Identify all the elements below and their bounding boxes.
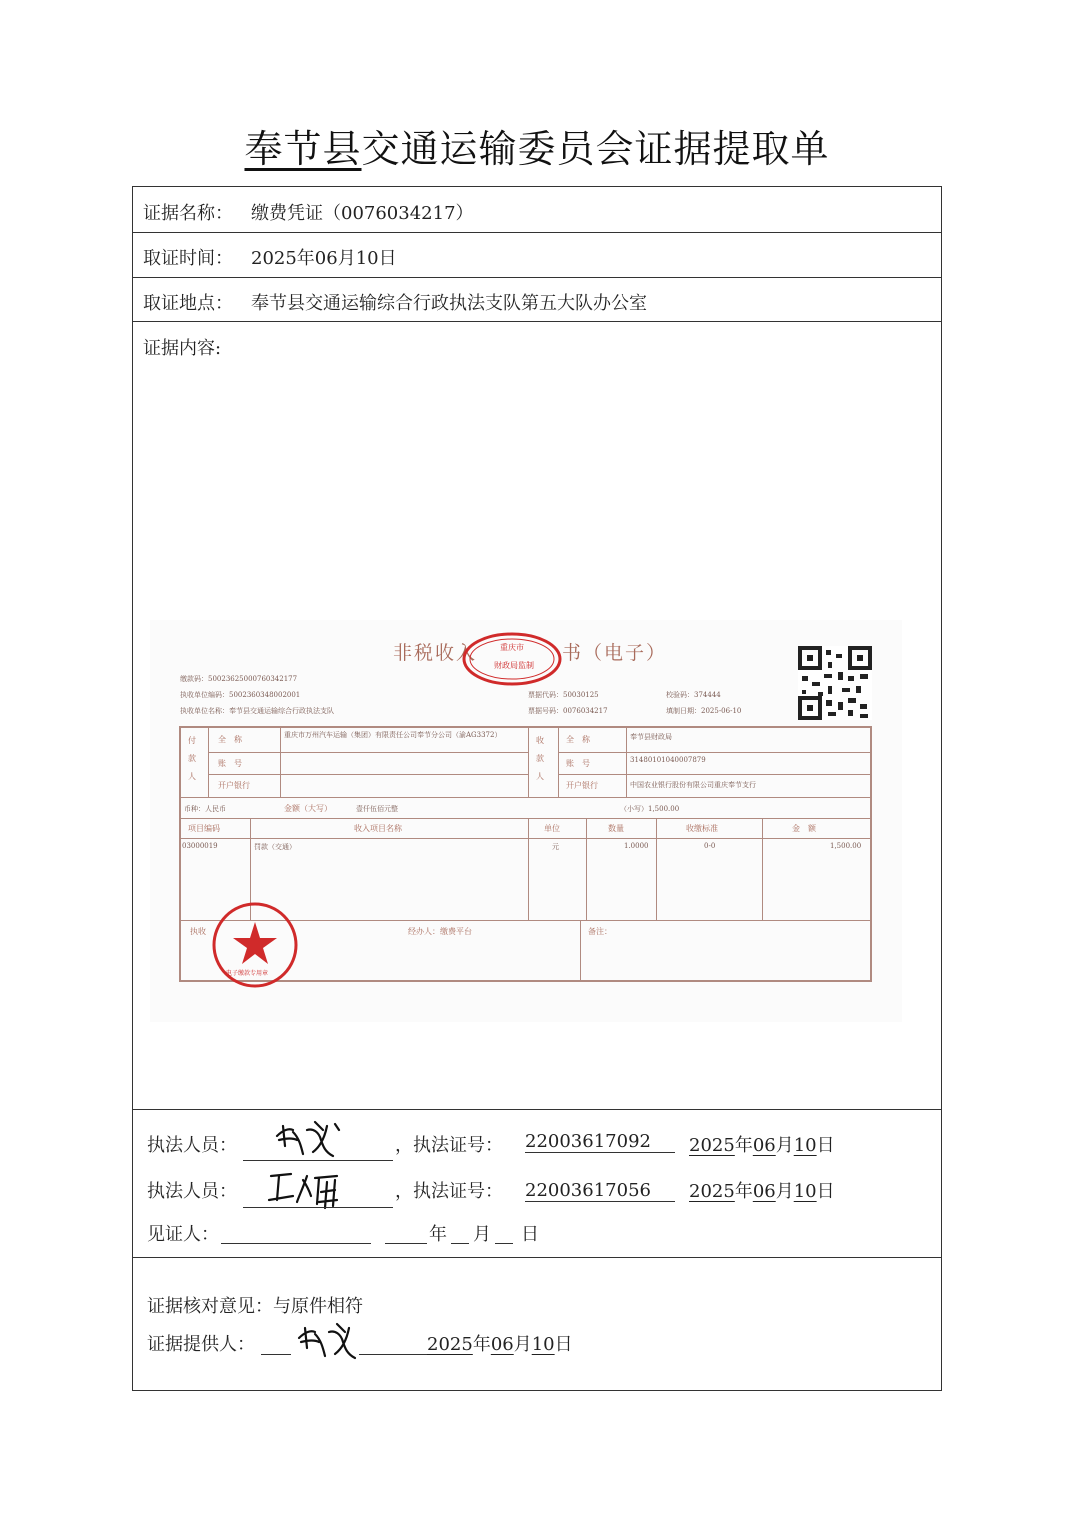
row-line xyxy=(179,838,872,839)
witness-month: 月 xyxy=(473,1224,491,1245)
table-right-line xyxy=(870,726,872,982)
officer-2-id-label: ，执法证号： xyxy=(395,1181,503,1202)
row-line xyxy=(179,797,872,798)
remark-label: 备注： xyxy=(588,927,612,936)
payee-bank-label: 开户银行 xyxy=(566,781,598,790)
provider-sign-line-left xyxy=(261,1354,291,1355)
col-line xyxy=(580,920,581,980)
provider-sign-line-right xyxy=(359,1354,429,1355)
currency: 币种：人民币 xyxy=(184,805,226,813)
witness-day-line xyxy=(495,1243,513,1244)
handler-label: 经办人：缴费平台 xyxy=(408,927,472,936)
payee-account-label: 账 号 xyxy=(566,759,590,768)
amount-lower: （小写）1,500.00 xyxy=(620,805,680,813)
col-line xyxy=(558,726,559,797)
stamp-mid-text: 财政局监制 xyxy=(494,661,534,670)
officer-1-label: 执法人员： xyxy=(147,1135,237,1156)
col-line xyxy=(280,726,281,797)
header-amount: 金 额 xyxy=(792,824,816,833)
officer-2-id: 22003617056 xyxy=(525,1180,675,1202)
officer-1-signature xyxy=(263,1116,353,1160)
evidence-place-label: 取证地点： xyxy=(143,293,233,314)
item-name: 罚款（交通） xyxy=(254,843,296,851)
evidence-name-row xyxy=(133,187,941,233)
item-qty: 1.0000 xyxy=(624,842,649,850)
evidence-form xyxy=(132,186,942,1391)
table-top-line xyxy=(179,726,872,728)
payment-code: 缴款码：500236250007603421​77 xyxy=(180,675,298,683)
payer-bank-label: 开户银行 xyxy=(218,781,250,790)
officer-2-signature xyxy=(263,1162,353,1210)
header-item-code: 项目编码 xyxy=(188,824,220,833)
header-standard: 收缴标准 xyxy=(686,824,718,833)
item-amount: 1,500.00 xyxy=(830,842,862,850)
officer-1-date: 2025年06月10日 xyxy=(689,1135,835,1156)
amount-upper-label: 金额（大写） xyxy=(284,804,332,813)
payee-fullname-label: 全 称 xyxy=(566,735,590,744)
payee-label: 收款人 xyxy=(536,736,544,781)
witness-label: 见证人： xyxy=(147,1224,219,1245)
unit-code: 执收单位编码：500236034800200​1 xyxy=(180,691,301,699)
fill-date: 填制日期：2025-06-10 xyxy=(666,707,742,715)
bill-number: 票据号码：0076034217 xyxy=(528,707,608,715)
item-standard: 0-0 xyxy=(704,842,716,850)
evidence-place-row xyxy=(133,278,941,322)
finance-stamp xyxy=(460,630,564,688)
evidence-name-label: 证据名称： xyxy=(143,203,233,224)
row-line xyxy=(558,752,870,753)
officer-1-id: 22003617092 xyxy=(525,1131,675,1153)
officer-2-sign-line xyxy=(243,1207,393,1208)
payee-bank: 中国农业银行股份有限公司重庆奉节支行 xyxy=(630,781,756,789)
provider-signature xyxy=(293,1320,363,1364)
header-item-name: 收入项目名称 xyxy=(354,824,402,833)
evidence-name-value: 缴费凭证（0076034217） xyxy=(251,203,474,224)
table-left-line xyxy=(179,726,181,982)
officer-1-id-label: ，执法证号： xyxy=(395,1135,503,1156)
col-line xyxy=(586,818,587,920)
header-unit: 单位 xyxy=(544,824,560,833)
witness-day: 日 xyxy=(521,1224,539,1245)
officer-1-sign-line xyxy=(243,1160,393,1161)
page-title: 奉节县交通运输委员会证据提取单 xyxy=(244,127,830,171)
col-line xyxy=(656,818,657,920)
col-line xyxy=(528,726,529,797)
col-line xyxy=(528,818,529,920)
payer-label: 付款人 xyxy=(188,736,196,781)
verify-opinion: 证据核对意见：与原件相符 xyxy=(147,1296,363,1317)
witness-sign-line xyxy=(221,1243,371,1244)
payer-account-label: 账 号 xyxy=(218,759,242,768)
receipt-title-right: 书（电子） xyxy=(562,642,668,664)
provider-date: 2025年06月10日 xyxy=(427,1334,573,1355)
evidence-time-row xyxy=(133,233,941,278)
verification-row xyxy=(133,1258,941,1390)
qr-code-icon xyxy=(798,646,872,720)
evidence-content-label: 证据内容: xyxy=(143,338,222,359)
bill-code: 票据代码：50030125 xyxy=(528,691,599,699)
evidence-content-row xyxy=(133,322,941,1110)
collector-label: 执收 xyxy=(190,927,206,936)
payer-fullname-label: 全 称 xyxy=(218,735,242,744)
item-unit: 元 xyxy=(552,843,559,851)
col-line xyxy=(208,726,209,797)
row-line xyxy=(208,774,528,775)
payee-name: 奉节县财政局 xyxy=(630,733,672,741)
col-line xyxy=(626,726,627,797)
provider-label: 证据提供人： xyxy=(147,1334,255,1355)
amount-upper: 壹仟伍佰元整 xyxy=(356,805,398,813)
receipt-title-left: 非税收入 xyxy=(393,642,478,664)
evidence-place-value: 奉节县交通运输综合行政执法支队第五大队办公室 xyxy=(251,293,647,314)
check-code: 校验码：374444 xyxy=(666,691,721,699)
witness-year: 年 xyxy=(429,1224,447,1245)
header-qty: 数量 xyxy=(608,824,624,833)
item-code: 03000019 xyxy=(182,842,218,850)
officers-row xyxy=(133,1110,941,1258)
evidence-time-label: 取证时间： xyxy=(143,248,233,269)
officer-2-date: 2025年06月10日 xyxy=(689,1181,835,1202)
witness-month-line xyxy=(451,1243,469,1244)
evidence-time-value: 2025年06月10日 xyxy=(251,248,397,269)
row-line xyxy=(558,774,870,775)
witness-year-line xyxy=(385,1243,427,1244)
payee-account: 31480101040007879 xyxy=(630,756,706,764)
receipt-image xyxy=(150,620,902,1022)
officer-2-label: 执法人员： xyxy=(147,1181,237,1202)
row-line xyxy=(179,818,872,819)
unit-name: 执收单位名称：奉节县交通运输综合行政执法支队 xyxy=(180,707,334,715)
row-line xyxy=(208,752,528,753)
col-line xyxy=(762,818,763,920)
stamp-top-text: 重庆市 xyxy=(500,643,524,652)
payer-name: 重庆市万州汽车运输（集团）有限责任公司奉节分公司（渝AG3372） xyxy=(284,731,502,739)
collection-stamp-text: 电子缴款专用章 xyxy=(226,970,269,977)
